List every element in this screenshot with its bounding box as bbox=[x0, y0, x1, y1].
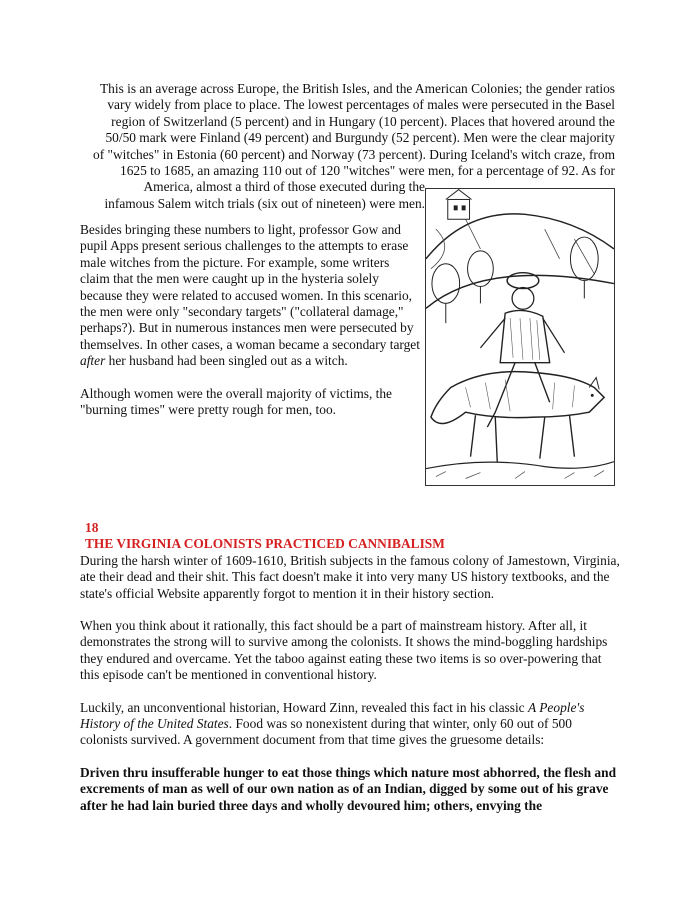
intro-line: region of Switzerland (5 percent) and in Hungary (10 percent). Places that hovered around the bbox=[111, 113, 615, 129]
body-paragraph: When you think about it rationally, this fact should be a part of mainstream history. After all, it demonstrates the strong will to survive among the colonists. It shows the mind-boggling hardships they endured and overcame. Yet the taboo against eating these two items is so over-powering that this episode can't be mentioned in conventional history. bbox=[80, 618, 608, 683]
body-paragraph: Luckily, an unconventional historian, Howard Zinn, revealed this fact in his classic A People's History of the United States. Food was so nonexistent during that winter, only 60 out of 500 colonists survived. A government document from that time gives the gruesome details: bbox=[80, 699, 585, 748]
woodcut-illustration bbox=[425, 188, 615, 486]
intro-line: This is an average across Europe, the British Isles, and the American Colonies; the gender ratios bbox=[99, 81, 615, 96]
left-column bbox=[80, 222, 420, 434]
intro-line: of "witches" in Estonia (60 percent) and Norway (73 percent). During Iceland's witch craze, from bbox=[93, 146, 615, 162]
intro-line: infamous Salem witch trials (six out of nineteen) were men. bbox=[104, 195, 425, 211]
section-18 bbox=[80, 520, 620, 830]
intro-line: 1625 to 1685, an amazing 110 out of 120 "witches" were men, for a percentage of 92. As for bbox=[120, 163, 615, 179]
intro-line: vary widely from place to place. The lowest percentages of males were persecuted in the Basel bbox=[107, 97, 615, 113]
section-title: THE VIRGINIA COLONISTS PRACTICED CANNIBALISM bbox=[85, 536, 445, 552]
body-paragraph: During the harsh winter of 1609-1610, British subjects in the famous colony of Jamestown, Virginia, ate their dead and their shit. This fact doesn't make it into very many US history textbooks, and the state's official Website apparently forgot to mention it in their history section. bbox=[80, 552, 620, 601]
block-quote: Driven thru insufferable hunger to eat those things which nature most abhorred, the flesh and excrements of man as well of our own nation as of an Indian, digged by some out of his grave after he had lain buried three days and wholly devoured him; others, envying the bbox=[80, 764, 617, 813]
section-number: 18 bbox=[85, 520, 99, 535]
intro-line: America, almost a third of those executed during the bbox=[143, 179, 425, 195]
intro-line: 50/50 mark were Finland (49 percent) and Burgundy (52 percent). Men were the clear majority bbox=[105, 130, 615, 146]
body-paragraph: Although women were the overall majority of victims, the "burning times" were pretty rough for men, too. bbox=[80, 385, 392, 418]
woodcut-image bbox=[426, 189, 614, 485]
body-paragraph: Besides bringing these numbers to light, professor Gow and pupil Apps present serious challenges to the attempts to erase male witches from the picture. For example, some writers claim that the men were caught up in the hysteria solely because they were related to accused women. In this scenario, the men were only "secondary targets" ("collateral damage," perhaps?). But in numerous instances men were persecuted by themselves. In other cases, a woman became a secondary target after her husband had been singled out as a witch. bbox=[80, 222, 420, 369]
